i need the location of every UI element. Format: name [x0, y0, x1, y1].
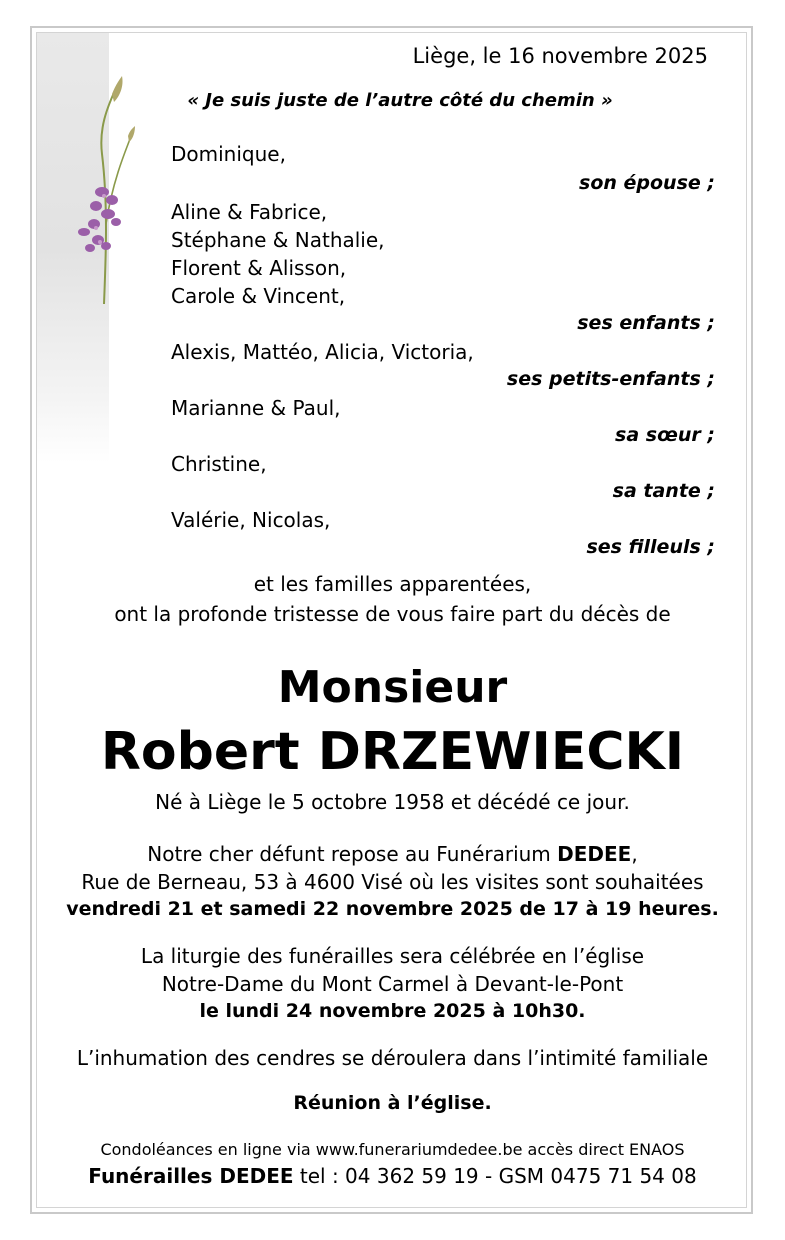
- phone-numbers: tel : 04 362 59 19 - GSM 0475 71 54 08: [293, 1164, 697, 1188]
- aunt-relation: sa tante ;: [612, 480, 715, 502]
- spouse-relation: son épouse ;: [579, 172, 715, 194]
- families-line: et les familles apparentées,: [253, 572, 532, 596]
- child-name: Aline & Fabrice,: [171, 200, 328, 224]
- condolences-line: Condoléances en ligne via www.funerariumdedee.be accès direct ENAOS: [100, 1140, 685, 1159]
- visit-hours: vendredi 21 et samedi 22 novembre 2025 de 17 à 19 heures.: [66, 898, 719, 920]
- child-name: Florent & Alisson,: [171, 256, 347, 280]
- funeral-home-name: DEDEE: [557, 842, 632, 866]
- repose-punct: ,: [631, 842, 638, 866]
- godchildren-names: Valérie, Nicolas,: [171, 508, 331, 532]
- deceased-title: Monsieur: [277, 662, 508, 713]
- contact-line: [40, 1164, 745, 1188]
- children-relation: ses enfants ;: [577, 312, 715, 334]
- church-line: Notre-Dame du Mont Carmel à Devant-le-Pont: [161, 972, 624, 996]
- godchildren-relation: ses filleuls ;: [586, 536, 715, 558]
- spouse-name: Dominique,: [171, 142, 286, 166]
- sister-relation: sa sœur ;: [615, 424, 715, 446]
- liturgy-line: La liturgie des funérailles sera célébrée en l’église: [140, 944, 645, 968]
- sister-name: Marianne & Paul,: [171, 396, 341, 420]
- date-line: Liège, le 16 novembre 2025: [412, 44, 708, 68]
- company-name: Funérailles DEDEE: [88, 1164, 294, 1188]
- child-name: Stéphane & Nathalie,: [171, 228, 385, 252]
- grandchildren-relation: ses petits-enfants ;: [506, 368, 715, 390]
- birth-death-line: Né à Liège le 5 octobre 1958 et décédé ce jour.: [155, 790, 630, 814]
- repose-text: Notre cher défunt repose au Funérarium: [147, 842, 558, 866]
- inhumation-line: L’inhumation des cendres se déroulera dans l’intimité familiale: [76, 1046, 709, 1070]
- child-name: Carole & Vincent,: [171, 284, 346, 308]
- address-line: Rue de Berneau, 53 à 4600 Visé où les visites sont souhaitées: [81, 870, 704, 894]
- motto-quote: « Je suis juste de l’autre côté du chemin »: [187, 90, 613, 111]
- repose-line: [40, 842, 745, 866]
- liturgy-date: le lundi 24 novembre 2025 à 10h30.: [199, 1000, 586, 1022]
- reunion-line: Réunion à l’église.: [293, 1092, 492, 1114]
- announcement-line: ont la profonde tristesse de vous faire part du décès de: [114, 602, 671, 626]
- grandchildren-names: Alexis, Mattéo, Alicia, Victoria,: [171, 340, 474, 364]
- aunt-name: Christine,: [171, 452, 267, 476]
- deceased-name: Robert DRZEWIECKI: [100, 722, 685, 782]
